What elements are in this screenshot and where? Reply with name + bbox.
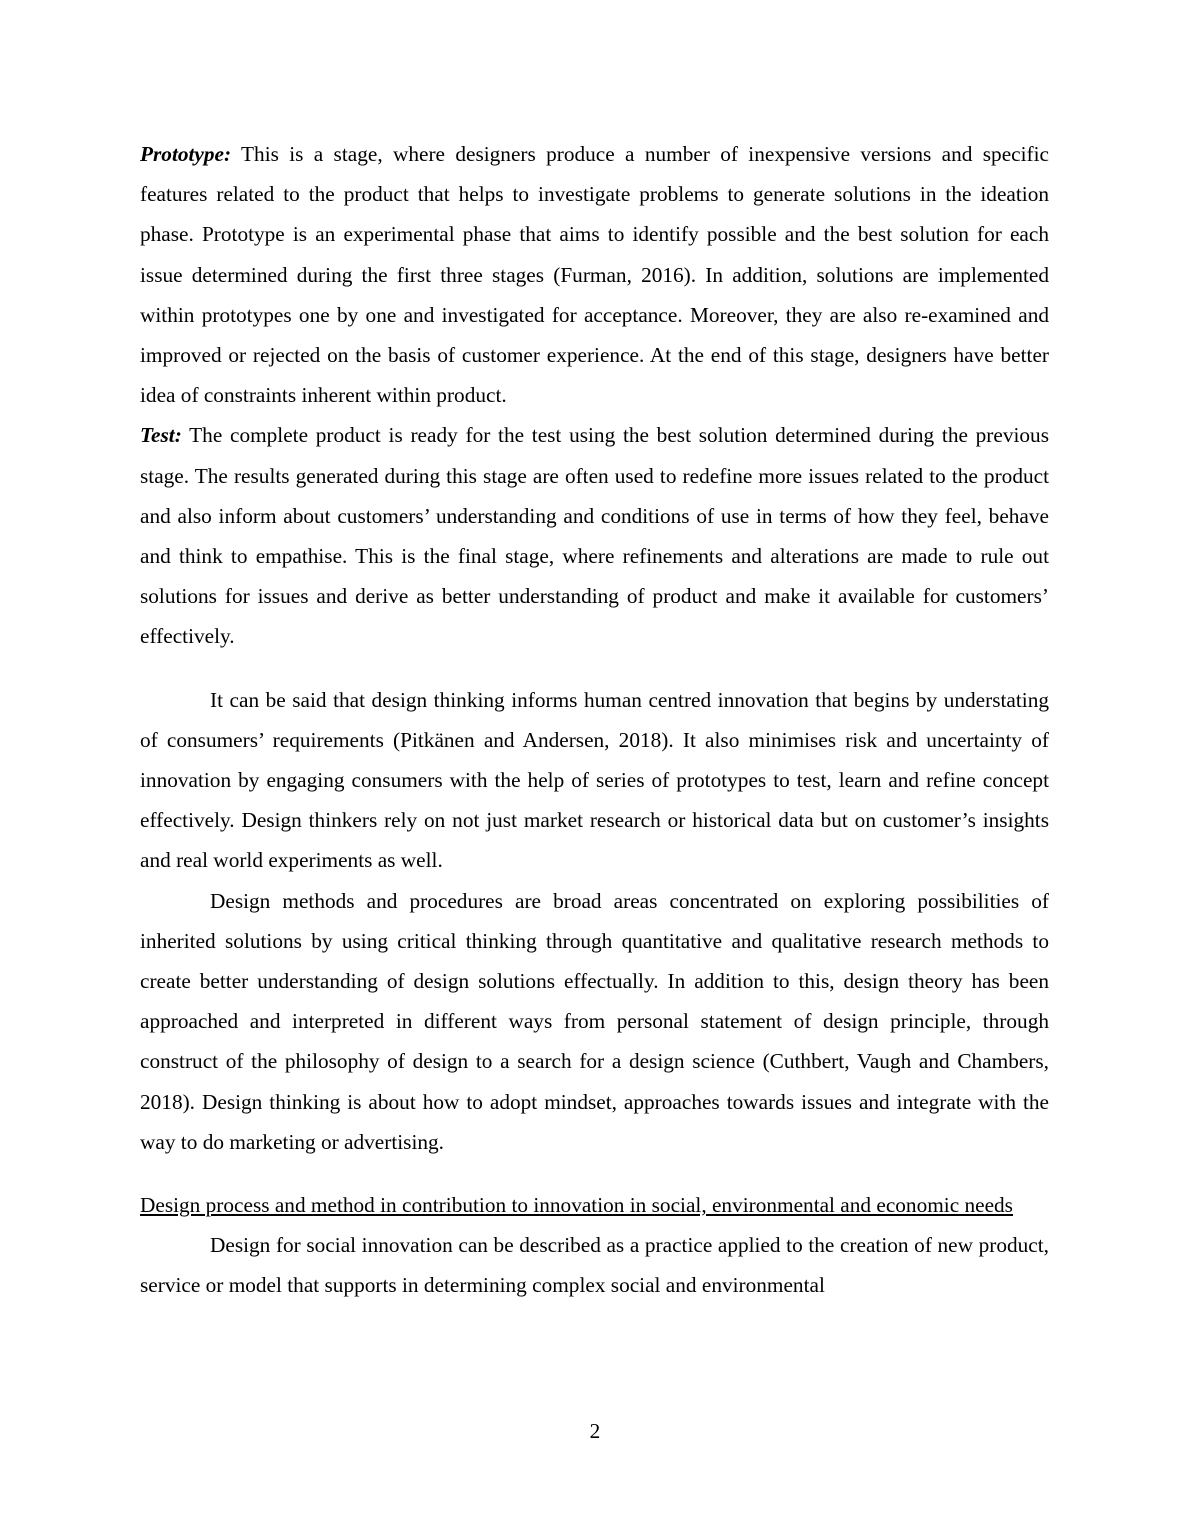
test-lead: Test: — [140, 423, 182, 448]
prototype-paragraph — [140, 134, 1049, 415]
design-thinking-paragraph: It can be said that design thinking informs human centred innovation that begins by understating of consumers’ requirements (Pitkänen and Andersen, 2018). It also minimises risk and uncertainty of innovation by engaging consumers with the help of series of prototypes to test, learn and refine concept effectively. Design thinkers rely on not just market research or historical data but on customer’s insights and real world experiments as well. — [140, 687, 1049, 873]
social-innovation-paragraph: Design for social innovation can be described as a practice applied to the creation of new product, service or model that supports in determining complex social and environmental — [140, 1233, 1049, 1298]
page-body — [140, 134, 1049, 1306]
prototype-lead: Prototype: — [140, 142, 232, 166]
section-heading: Design process and method in contribution to innovation in social, environmental and economic needs — [140, 1193, 1013, 1218]
test-text: The complete product is ready for the test using the best solution determined during the previous stage. The results generated during this stage are often used to redefine more issues related to the product and also inform about customers’ understanding and conditions of use in terms of how they feel, behave and think to empathise. This is the final stage, where refinements and alterations are made to rule out solutions for issues and derive as better understanding of product and make it available for customers’ effectively. — [140, 423, 1049, 649]
design-methods-paragraph: Design methods and procedures are broad areas concentrated on exploring possibilities of inherited solutions by using critical thinking through quantitative and qualitative research methods to create better understanding of design solutions effectually. In addition to this, design theory has been approached and interpreted in different ways from personal statement of design principle, through construct of the philosophy of design to a search for a design science (Cuthbert, Vaugh and Chambers, 2018). Design thinking is about how to adopt mindset, approaches towards issues and integrate with the way to do marketing or advertising. — [140, 888, 1049, 1154]
page-number: 2 — [589, 1419, 601, 1443]
test-paragraph — [140, 415, 1049, 656]
prototype-text: This is a stage, where designers produce a number of inexpensive versions and specific features related to the product that helps to investigate problems to generate solutions in the ideation phase. Prototype is an experimental phase that aims to identify possible and the best solution for each issue determined during the first three stages (Furman, 2016). In addition, solutions are implemented within prototypes one by one and investigated for acceptance. Moreover, they are also re-examined and improved or rejected on the basis of customer experience. At the end of this stage, designers have better idea of constraints inherent within product. — [140, 142, 1049, 408]
